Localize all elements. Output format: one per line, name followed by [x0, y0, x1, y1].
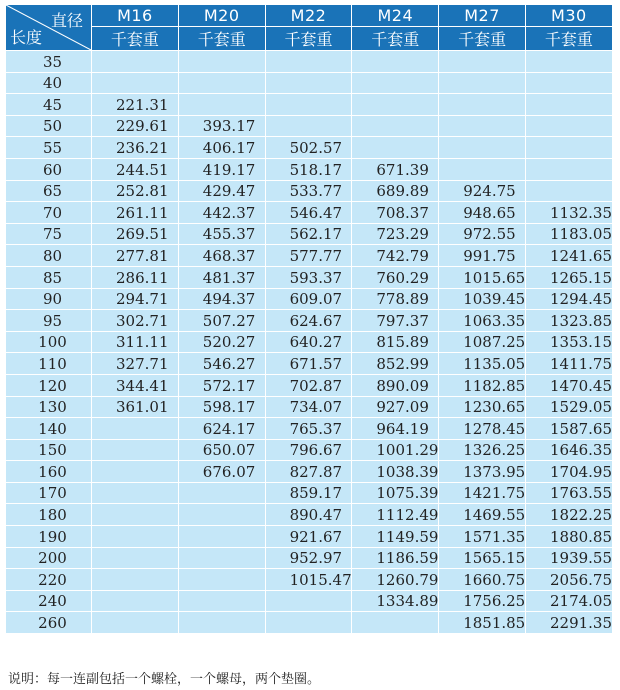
weight-cell: [178, 590, 265, 612]
weight-cell: 1587.65: [525, 418, 612, 440]
weight-cell: 1470.45: [525, 374, 612, 396]
length-cell: 55: [6, 137, 92, 159]
weight-cell: 1039.45: [439, 288, 526, 310]
weight-cell: 286.11: [92, 266, 179, 288]
weight-cell: 572.17: [178, 374, 265, 396]
weight-cell: 991.75: [439, 245, 526, 267]
weight-cell: [178, 51, 265, 73]
length-cell: 85: [6, 266, 92, 288]
size-header: M20: [178, 5, 265, 27]
weight-cell: [92, 51, 179, 73]
weight-cell: 252.81: [92, 180, 179, 202]
table-row: [6, 547, 613, 569]
weight-cell: 1182.85: [439, 374, 526, 396]
table-row: [6, 590, 613, 612]
weight-cell: [265, 590, 352, 612]
weight-cell: 972.55: [439, 223, 526, 245]
weight-cell: 921.67: [265, 526, 352, 548]
weight-cell: [352, 72, 439, 94]
weight-cell: [525, 115, 612, 137]
length-cell: 180: [6, 504, 92, 526]
table-row: [6, 310, 613, 332]
weight-cell: [178, 482, 265, 504]
table-row: [6, 180, 613, 202]
weight-cell: 1260.79: [352, 569, 439, 591]
length-cell: 40: [6, 72, 92, 94]
weight-cell: [439, 94, 526, 116]
table-row: [6, 137, 613, 159]
length-cell: 140: [6, 418, 92, 440]
weight-cell: 890.47: [265, 504, 352, 526]
unit-header: 千套重: [92, 27, 179, 51]
weight-cell: [92, 526, 179, 548]
weight-cell: [92, 418, 179, 440]
length-cell: 240: [6, 590, 92, 612]
weight-cell: 546.27: [178, 353, 265, 375]
bolt-weight-table: [5, 4, 613, 634]
weight-cell: 1241.65: [525, 245, 612, 267]
weight-cell: [178, 569, 265, 591]
weight-cell: [178, 94, 265, 116]
weight-cell: 244.51: [92, 158, 179, 180]
weight-cell: [92, 547, 179, 569]
weight-cell: [525, 180, 612, 202]
table-row: [6, 245, 613, 267]
length-cell: 100: [6, 331, 92, 353]
weight-cell: 650.07: [178, 439, 265, 461]
table-row: [6, 612, 613, 634]
weight-cell: [178, 504, 265, 526]
size-header: M16: [92, 5, 179, 27]
weight-cell: 429.47: [178, 180, 265, 202]
weight-cell: 2174.05: [525, 590, 612, 612]
weight-cell: [92, 72, 179, 94]
table-row: [6, 115, 613, 137]
length-cell: 130: [6, 396, 92, 418]
table-row: [6, 158, 613, 180]
unit-header: 千套重: [265, 27, 352, 51]
weight-cell: 1529.05: [525, 396, 612, 418]
weight-cell: 815.89: [352, 331, 439, 353]
weight-cell: [265, 115, 352, 137]
weight-cell: 1571.35: [439, 526, 526, 548]
weight-cell: 302.71: [92, 310, 179, 332]
weight-cell: 1353.15: [525, 331, 612, 353]
weight-cell: 1149.59: [352, 526, 439, 548]
weight-cell: 734.07: [265, 396, 352, 418]
table-row: [6, 439, 613, 461]
length-cell: 150: [6, 439, 92, 461]
weight-cell: 723.29: [352, 223, 439, 245]
length-cell: 170: [6, 482, 92, 504]
table-header: [6, 5, 613, 51]
weight-cell: 1015.65: [439, 266, 526, 288]
weight-cell: [178, 547, 265, 569]
weight-cell: [352, 51, 439, 73]
weight-cell: [178, 526, 265, 548]
weight-cell: 518.17: [265, 158, 352, 180]
weight-cell: [178, 612, 265, 634]
length-cell: 60: [6, 158, 92, 180]
length-cell: 120: [6, 374, 92, 396]
weight-cell: 1186.59: [352, 547, 439, 569]
weight-cell: 924.75: [439, 180, 526, 202]
table-row: [6, 526, 613, 548]
weight-cell: 624.17: [178, 418, 265, 440]
weight-cell: [439, 115, 526, 137]
weight-cell: 311.11: [92, 331, 179, 353]
weight-cell: 859.17: [265, 482, 352, 504]
length-cell: 110: [6, 353, 92, 375]
table-row: [6, 72, 613, 94]
weight-cell: [92, 439, 179, 461]
length-cell: 200: [6, 547, 92, 569]
weight-table-container: [5, 4, 612, 634]
weight-cell: 778.89: [352, 288, 439, 310]
length-cell: 260: [6, 612, 92, 634]
table-row: [6, 223, 613, 245]
weight-cell: 481.37: [178, 266, 265, 288]
weight-cell: 708.37: [352, 202, 439, 224]
weight-cell: 261.11: [92, 202, 179, 224]
weight-cell: 1294.45: [525, 288, 612, 310]
weight-cell: [525, 72, 612, 94]
weight-cell: 689.89: [352, 180, 439, 202]
size-header: M24: [352, 5, 439, 27]
weight-cell: [178, 72, 265, 94]
table-row: [6, 331, 613, 353]
weight-cell: 1326.25: [439, 439, 526, 461]
weight-cell: 494.37: [178, 288, 265, 310]
weight-cell: 609.07: [265, 288, 352, 310]
length-cell: 80: [6, 245, 92, 267]
length-cell: 220: [6, 569, 92, 591]
weight-cell: 533.77: [265, 180, 352, 202]
weight-cell: 1075.39: [352, 482, 439, 504]
weight-cell: 796.67: [265, 439, 352, 461]
weight-cell: 852.99: [352, 353, 439, 375]
unit-header: 千套重: [439, 27, 526, 51]
size-header: M30: [525, 5, 612, 27]
weight-cell: [525, 51, 612, 73]
weight-cell: 419.17: [178, 158, 265, 180]
weight-cell: 2056.75: [525, 569, 612, 591]
weight-cell: 827.87: [265, 461, 352, 483]
weight-cell: 1373.95: [439, 461, 526, 483]
footnote: 说明：每一连副包括一个螺栓，一个螺母，两个垫圈。: [8, 672, 321, 687]
unit-header: 千套重: [525, 27, 612, 51]
table-row: [6, 569, 613, 591]
weight-cell: 520.27: [178, 331, 265, 353]
weight-cell: 1230.65: [439, 396, 526, 418]
weight-cell: [352, 137, 439, 159]
weight-cell: 927.09: [352, 396, 439, 418]
weight-cell: 765.37: [265, 418, 352, 440]
weight-cell: 294.71: [92, 288, 179, 310]
weight-cell: 964.19: [352, 418, 439, 440]
weight-cell: 1334.89: [352, 590, 439, 612]
weight-cell: 1421.75: [439, 482, 526, 504]
weight-cell: 1135.05: [439, 353, 526, 375]
weight-cell: 344.41: [92, 374, 179, 396]
weight-cell: 1183.05: [525, 223, 612, 245]
weight-cell: [525, 94, 612, 116]
weight-cell: [439, 137, 526, 159]
weight-cell: 948.65: [439, 202, 526, 224]
weight-cell: [265, 94, 352, 116]
weight-cell: [439, 72, 526, 94]
unit-header: 千套重: [352, 27, 439, 51]
weight-cell: [525, 158, 612, 180]
weight-cell: 640.27: [265, 331, 352, 353]
weight-cell: 702.87: [265, 374, 352, 396]
weight-cell: 1660.75: [439, 569, 526, 591]
weight-cell: 1822.25: [525, 504, 612, 526]
table-row: [6, 202, 613, 224]
table-row: [6, 353, 613, 375]
weight-cell: 1411.75: [525, 353, 612, 375]
weight-cell: 455.37: [178, 223, 265, 245]
weight-cell: 502.57: [265, 137, 352, 159]
weight-cell: 1112.49: [352, 504, 439, 526]
weight-cell: 236.21: [92, 137, 179, 159]
weight-cell: [92, 461, 179, 483]
weight-cell: [352, 94, 439, 116]
weight-cell: [439, 158, 526, 180]
weight-cell: 1565.15: [439, 547, 526, 569]
corner-header-cell: [6, 5, 92, 51]
length-cell: 190: [6, 526, 92, 548]
weight-cell: 1756.25: [439, 590, 526, 612]
table-body: [6, 51, 613, 634]
length-cell: 160: [6, 461, 92, 483]
weight-cell: 2291.35: [525, 612, 612, 634]
weight-cell: 624.67: [265, 310, 352, 332]
weight-cell: 442.37: [178, 202, 265, 224]
length-cell: 35: [6, 51, 92, 73]
length-cell: 75: [6, 223, 92, 245]
weight-cell: 1265.15: [525, 266, 612, 288]
length-cell: 95: [6, 310, 92, 332]
weight-cell: 1939.55: [525, 547, 612, 569]
weight-cell: 577.77: [265, 245, 352, 267]
table-row: [6, 51, 613, 73]
table-row: [6, 94, 613, 116]
weight-cell: [265, 51, 352, 73]
length-cell: 45: [6, 94, 92, 116]
weight-cell: 1087.25: [439, 331, 526, 353]
weight-cell: 269.51: [92, 223, 179, 245]
weight-cell: 229.61: [92, 115, 179, 137]
weight-cell: 671.57: [265, 353, 352, 375]
weight-cell: 1015.47: [265, 569, 352, 591]
weight-cell: [439, 51, 526, 73]
weight-cell: 1469.55: [439, 504, 526, 526]
weight-cell: 1132.35: [525, 202, 612, 224]
weight-cell: 593.37: [265, 266, 352, 288]
length-cell: 50: [6, 115, 92, 137]
weight-cell: 1763.55: [525, 482, 612, 504]
size-header: M27: [439, 5, 526, 27]
weight-cell: [352, 612, 439, 634]
weight-cell: 1880.85: [525, 526, 612, 548]
weight-cell: 361.01: [92, 396, 179, 418]
weight-cell: 507.27: [178, 310, 265, 332]
weight-cell: 1063.35: [439, 310, 526, 332]
weight-cell: 598.17: [178, 396, 265, 418]
length-cell: 90: [6, 288, 92, 310]
weight-cell: 676.07: [178, 461, 265, 483]
weight-cell: 952.97: [265, 547, 352, 569]
length-label: 长度: [10, 28, 43, 47]
table-row: [6, 461, 613, 483]
table-row: [6, 504, 613, 526]
weight-cell: 671.39: [352, 158, 439, 180]
weight-cell: 406.17: [178, 137, 265, 159]
weight-cell: 1278.45: [439, 418, 526, 440]
weight-cell: 546.47: [265, 202, 352, 224]
table-row: [6, 482, 613, 504]
weight-cell: 760.29: [352, 266, 439, 288]
table-row: [6, 266, 613, 288]
weight-cell: 277.81: [92, 245, 179, 267]
weight-cell: 797.37: [352, 310, 439, 332]
weight-cell: [92, 482, 179, 504]
weight-cell: 1038.39: [352, 461, 439, 483]
weight-cell: [265, 612, 352, 634]
weight-cell: [92, 612, 179, 634]
weight-cell: [525, 137, 612, 159]
table-row: [6, 418, 613, 440]
table-row: [6, 396, 613, 418]
size-header: M22: [265, 5, 352, 27]
weight-cell: 562.17: [265, 223, 352, 245]
weight-cell: 393.17: [178, 115, 265, 137]
length-cell: 70: [6, 202, 92, 224]
weight-cell: [92, 569, 179, 591]
weight-cell: 468.37: [178, 245, 265, 267]
unit-header: 千套重: [178, 27, 265, 51]
diameter-label: 直径: [50, 11, 83, 30]
weight-cell: [352, 115, 439, 137]
table-row: [6, 288, 613, 310]
weight-cell: 1323.85: [525, 310, 612, 332]
weight-cell: [265, 72, 352, 94]
weight-cell: 1704.95: [525, 461, 612, 483]
length-cell: 65: [6, 180, 92, 202]
weight-cell: 1851.85: [439, 612, 526, 634]
weight-cell: 221.31: [92, 94, 179, 116]
weight-cell: [92, 590, 179, 612]
weight-cell: 742.79: [352, 245, 439, 267]
weight-cell: [92, 504, 179, 526]
table-row: [6, 374, 613, 396]
weight-cell: 1001.29: [352, 439, 439, 461]
weight-cell: 890.09: [352, 374, 439, 396]
weight-cell: 1646.35: [525, 439, 612, 461]
weight-cell: 327.71: [92, 353, 179, 375]
